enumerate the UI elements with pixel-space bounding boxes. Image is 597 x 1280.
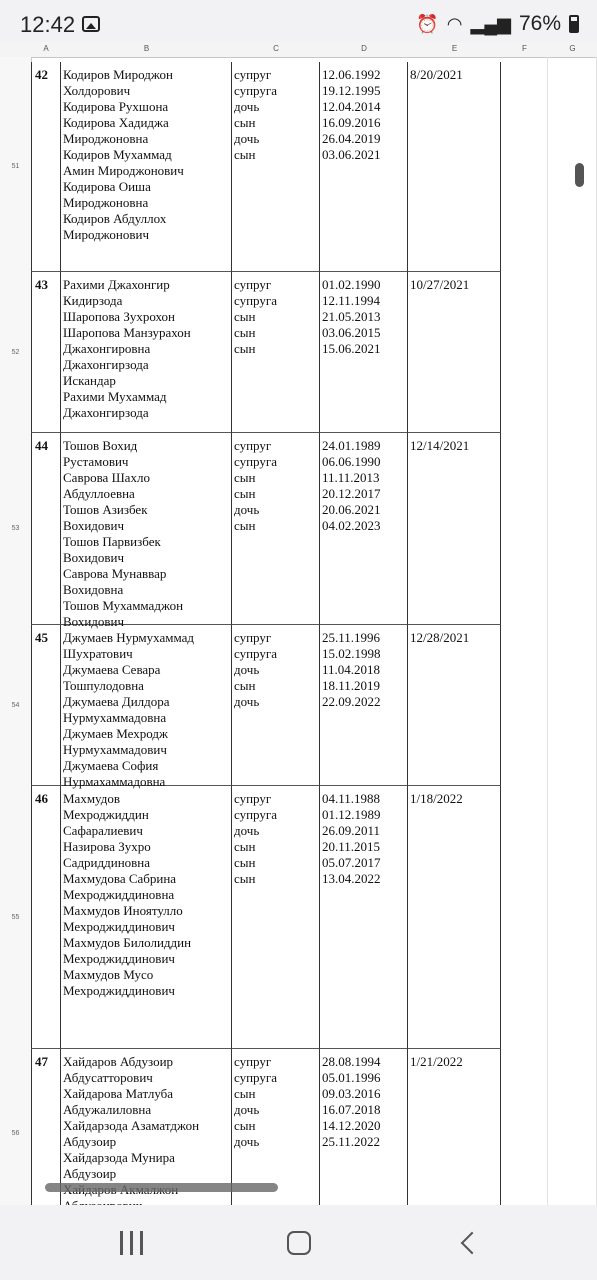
recent-apps-icon-bar	[130, 1231, 133, 1255]
birth-date-line: 25.11.2022	[322, 1134, 381, 1149]
relation-line: сын	[234, 1086, 256, 1101]
cell-dates[interactable]	[320, 62, 408, 272]
member-name-line: Хайдарзода Мунира	[63, 1150, 175, 1165]
member-name-line: Рахими Мухаммад	[63, 389, 167, 404]
birth-date-line: 01.12.1989	[322, 807, 381, 822]
member-name-line: Холдорович	[63, 83, 131, 98]
member-name-line: Мехроджиддинович	[63, 919, 175, 934]
member-name-line: Джумаев Нурмухаммад	[63, 630, 195, 645]
birth-date-line: 04.02.2023	[322, 518, 381, 533]
member-name-line: Хайдарзода Азаматджон	[63, 1118, 200, 1133]
member-name-line: Шаропова Зухрохон	[63, 309, 175, 324]
status-time: 12:42	[20, 12, 76, 37]
member-name-line: Рахими Джахонгир	[63, 277, 170, 292]
relation-line: дочь	[234, 131, 260, 146]
member-name-line: Джахонгировна	[63, 341, 151, 356]
family-number: 42	[35, 67, 48, 82]
row-number[interactable]: 53	[11, 525, 20, 532]
birth-date-line: 05.07.2017	[322, 855, 381, 870]
cell-names[interactable]	[61, 786, 232, 1049]
member-name-line: Кодирова Рухшона	[63, 99, 169, 114]
member-name-line: Кодиров Мухаммад	[63, 147, 172, 162]
member-name-line: Джахонгирзода	[63, 357, 149, 372]
row-number[interactable]: 51	[11, 163, 20, 170]
member-name-line: Махмудов Мусо	[63, 967, 154, 982]
relation-line: сын	[234, 486, 256, 501]
member-name-line: Вохидович	[63, 550, 125, 565]
battery-icon	[569, 15, 579, 33]
recent-apps-icon	[120, 1231, 123, 1255]
member-name-line: Джахонгирзода	[63, 405, 149, 420]
member-name-line: Мироджоновна	[63, 195, 149, 210]
cell-relations[interactable]	[232, 625, 320, 786]
cell-registration-date[interactable]	[408, 786, 501, 1049]
relation-line: сын	[234, 309, 256, 324]
relation-line: супруга	[234, 807, 277, 822]
row-number[interactable]: 55	[11, 913, 20, 921]
birth-date-line: 20.12.2017	[322, 486, 381, 501]
cell-registration-date[interactable]	[408, 62, 501, 272]
member-name-line: Амин Мироджонович	[63, 163, 184, 178]
birth-date-line: 11.04.2018	[322, 662, 381, 677]
birth-date-line: 14.12.2020	[322, 1118, 381, 1133]
relation-line: дочь	[234, 99, 260, 114]
row-number[interactable]: 54	[11, 701, 20, 709]
recent-apps-icon-bar	[140, 1231, 143, 1255]
birth-date-line: 13.04.2022	[322, 871, 381, 886]
cell-dates[interactable]	[320, 625, 408, 786]
relation-line: супруга	[234, 1070, 277, 1085]
row-number[interactable]: 56	[11, 1130, 20, 1137]
relation-line: дочь	[234, 1102, 260, 1117]
column-header-f[interactable]: F	[522, 44, 527, 53]
relation-line: супруга	[234, 646, 277, 661]
registration-date: 1/21/2022	[410, 1054, 463, 1069]
cell-registration-date[interactable]	[408, 625, 501, 786]
alarm-icon: ⏰	[416, 13, 439, 34]
registration-date: 8/20/2021	[410, 67, 463, 82]
birth-date-line: 12.06.1992	[322, 67, 381, 82]
back-button[interactable]	[440, 1225, 500, 1265]
status-bar	[0, 0, 597, 42]
cell-dates[interactable]	[320, 786, 408, 1049]
cell-names[interactable]	[61, 62, 232, 272]
member-name-line: Вохидович	[63, 614, 125, 629]
member-name-line: Абдуллоевна	[63, 486, 135, 501]
member-name-line: Кодирова Оиша	[63, 179, 151, 194]
cell-names[interactable]	[61, 272, 232, 433]
relation-line: сын	[234, 871, 256, 886]
home-button[interactable]	[270, 1225, 330, 1265]
member-name-line: Тошов Азизбек	[63, 502, 148, 517]
relation-line: дочь	[234, 502, 260, 517]
registration-date: 1/18/2022	[410, 791, 463, 806]
table-row	[0, 1049, 500, 1219]
cell-names[interactable]	[61, 1049, 232, 1219]
family-number: 45	[35, 630, 48, 645]
member-name-line: Рустамович	[63, 454, 129, 469]
birth-date-line: 26.09.2011	[322, 823, 381, 838]
cell-names[interactable]	[61, 625, 232, 789]
family-number: 43	[35, 277, 48, 292]
member-name-line: Тошпулодовна	[63, 678, 144, 693]
member-name-line: Нурмахаммадовна	[63, 774, 166, 789]
cell-number[interactable]	[31, 1049, 61, 1219]
member-name-line: Джумаева Севара	[63, 662, 161, 677]
member-name-line: Кидирзода	[63, 293, 123, 308]
cell-number[interactable]	[31, 272, 61, 433]
row-number[interactable]: 52	[11, 348, 20, 356]
relation-line: сын	[234, 147, 256, 162]
column-header-g[interactable]: G	[569, 44, 576, 53]
cell-number[interactable]	[31, 786, 61, 1049]
member-name-line: Махмудов Иноятулло	[63, 903, 183, 918]
birth-date-line: 12.04.2014	[322, 99, 381, 114]
birth-date-line: 04.11.1988	[322, 791, 381, 806]
birth-date-line: 16.09.2016	[322, 115, 381, 130]
relation-line: сын	[234, 325, 256, 340]
member-name-line: Мироджоновна	[63, 131, 149, 146]
birth-date-line: 19.12.1995	[322, 83, 381, 98]
cell-number[interactable]	[31, 625, 61, 786]
member-name-line: Абдузоир	[63, 1134, 117, 1149]
family-number: 47	[35, 1054, 48, 1069]
member-name-line: Нурмухаммадович	[63, 742, 167, 757]
relation-line: супруга	[234, 293, 277, 308]
member-name-line: Кодирова Хадиджа	[63, 115, 169, 130]
birth-date-line: 28.08.1994	[322, 1054, 381, 1069]
member-name-line: Саврова Мунаввар	[63, 566, 167, 581]
column-header-a[interactable]: A	[43, 44, 49, 53]
column-header-e[interactable]: E	[451, 44, 458, 53]
cell-registration-date[interactable]	[408, 272, 501, 433]
relation-line: дочь	[234, 662, 260, 677]
birth-date-line: 12.11.1994	[322, 293, 381, 308]
cell-dates[interactable]	[320, 272, 408, 433]
relation-line: дочь	[234, 1134, 260, 1149]
member-name-line: Абдузоир	[63, 1166, 117, 1181]
member-name-line: Мехроджиддиновна	[63, 887, 175, 902]
member-name-line: Абдужалиловна	[63, 1102, 152, 1117]
birth-date-line: 20.06.2021	[322, 502, 381, 517]
member-name-line: Вохидовна	[63, 582, 124, 597]
member-name-line: Искандар	[63, 373, 116, 388]
cell-registration-date[interactable]	[408, 433, 501, 625]
cell-relations[interactable]	[232, 272, 320, 433]
relation-line: сын	[234, 678, 256, 693]
member-name-line: Абдусатторович	[63, 1070, 153, 1085]
relation-line: дочь	[234, 823, 260, 838]
cell-registration-date[interactable]	[408, 1049, 501, 1219]
birth-date-line: 03.06.2015	[322, 325, 381, 340]
member-name-line: Шаропова Манзурахон	[63, 325, 191, 340]
birth-date-line: 01.02.1990	[322, 277, 381, 292]
cell-dates[interactable]	[320, 1049, 408, 1219]
cell-number[interactable]	[31, 62, 61, 272]
table-row	[0, 786, 500, 1049]
birth-date-line: 24.01.1989	[322, 438, 381, 453]
vertical-scroll-thumb[interactable]	[575, 163, 584, 187]
registration-date: 12/14/2021	[410, 438, 470, 453]
relation-line: супруг	[234, 438, 272, 453]
birth-date-line: 05.01.1996	[322, 1070, 381, 1085]
birth-date-line: 11.11.2013	[322, 470, 380, 485]
member-name-line: Садриддиновна	[63, 855, 151, 870]
birth-date-line: 25.11.1996	[322, 630, 381, 645]
relation-line: супруг	[234, 277, 272, 292]
member-name-line: Тошов Парвизбек	[63, 534, 161, 549]
signal-icon: ▂▄▆	[470, 13, 511, 34]
birth-date-line: 16.07.2018	[322, 1102, 381, 1117]
birth-date-line: 22.09.2022	[322, 694, 381, 709]
column-header-d[interactable]: D	[361, 44, 367, 53]
table-row	[0, 272, 500, 433]
member-name-line: Шухратович	[63, 646, 133, 661]
table-row	[0, 62, 500, 272]
battery-percent: 76%	[518, 12, 561, 35]
table-row	[0, 433, 500, 629]
column-header-c[interactable]: C	[273, 44, 279, 53]
cell-dates[interactable]	[320, 433, 408, 625]
wifi-icon: ◠	[446, 13, 463, 34]
birth-date-line: 20.11.2015	[322, 839, 381, 854]
grid-line	[547, 57, 548, 1205]
column-header-b[interactable]: B	[143, 44, 150, 53]
spreadsheet-grid[interactable]	[0, 57, 597, 1205]
relation-line: сын	[234, 115, 256, 130]
status-right	[416, 12, 579, 36]
member-name-line: Нурмухаммадовна	[63, 710, 167, 725]
birth-date-line: 03.06.2021	[322, 147, 381, 162]
relation-line: супруг	[234, 630, 272, 645]
birth-date-line: 15.06.2021	[322, 341, 381, 356]
member-name-line: Махмудов Билолиддин	[63, 935, 192, 950]
birth-date-line: 06.06.1990	[322, 454, 381, 469]
family-number: 44	[35, 438, 48, 453]
member-name-line: Мехроджиддинович	[63, 983, 175, 998]
member-name-line: Мехроджиддинович	[63, 951, 175, 966]
member-name-line: Джумаева Дилдора	[63, 694, 170, 709]
member-name-line: Кодиров Мироджон	[63, 67, 173, 82]
relation-line: супруг	[234, 791, 272, 806]
birth-date-line: 26.04.2019	[322, 131, 381, 146]
relation-line: сын	[234, 839, 256, 854]
member-name-line: Хайдарова Матлуба	[63, 1086, 174, 1101]
cell-relations[interactable]	[232, 62, 320, 272]
relation-line: сын	[234, 341, 256, 356]
relation-line: супруга	[234, 83, 277, 98]
relation-line: сын	[234, 470, 256, 485]
member-name-line: Махмудова Сабрина	[63, 871, 177, 886]
member-name-line: Мехроджиддин	[63, 807, 149, 822]
member-name-line: Махмудов	[63, 791, 120, 806]
registration-date: 12/28/2021	[410, 630, 470, 645]
gallery-notification-icon	[82, 16, 100, 32]
member-name-line: Тошов Мухаммаджон	[63, 598, 184, 613]
family-number: 46	[35, 791, 48, 806]
table-row	[0, 625, 500, 789]
relation-line: супруга	[234, 454, 277, 469]
birth-date-line: 15.02.1998	[322, 646, 381, 661]
member-name-line: Вохидович	[63, 518, 125, 533]
column-header-bar	[0, 42, 597, 58]
relation-line: супруг	[234, 1054, 272, 1069]
member-name-line: Саврова Шахло	[63, 470, 150, 485]
recent-apps-button[interactable]	[102, 1225, 162, 1265]
relation-line: сын	[234, 1118, 256, 1133]
member-name-line: Джумаева София	[63, 758, 159, 773]
relation-line: сын	[234, 518, 256, 533]
cell-relations[interactable]	[232, 433, 320, 625]
registration-date: 10/27/2021	[410, 277, 470, 292]
cell-number[interactable]	[31, 433, 61, 625]
birth-date-line: 18.11.2019	[322, 678, 381, 693]
member-name-line: Хайдаров Абдузоир	[63, 1054, 174, 1069]
cell-names[interactable]	[61, 433, 232, 629]
member-name-line: Назирова Зухро	[63, 839, 151, 854]
navigation-bar	[0, 1205, 597, 1280]
cell-relations[interactable]	[232, 1049, 320, 1219]
member-name-line: Мироджонович	[63, 227, 150, 242]
member-name-line: Тошов Вохид	[63, 438, 138, 453]
relation-line: сын	[234, 855, 256, 870]
relation-line: дочь	[234, 694, 260, 709]
birth-date-line: 09.03.2016	[322, 1086, 381, 1101]
birth-date-line: 21.05.2013	[322, 309, 381, 324]
cell-relations[interactable]	[232, 786, 320, 1049]
relation-line: супруг	[234, 67, 272, 82]
horizontal-scroll-thumb[interactable]	[45, 1183, 278, 1192]
member-name-line: Сафаралиевич	[63, 823, 143, 838]
member-name-line: Кодиров Абдуллох	[63, 211, 167, 226]
member-name-line: Джумаев Мехродж	[63, 726, 168, 741]
